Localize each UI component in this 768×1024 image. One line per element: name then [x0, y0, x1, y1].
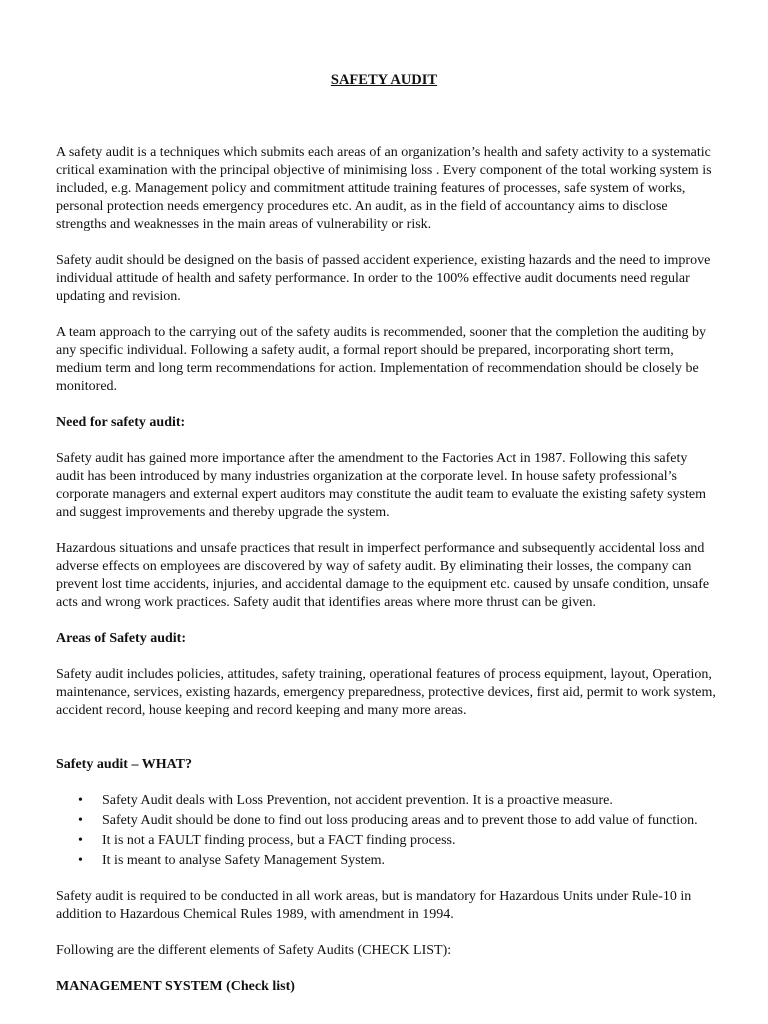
list-item [78, 792, 716, 810]
what-heading: Safety audit – WHAT? [56, 757, 192, 772]
list-item-text: It is not a FAULT finding process, but a FACT finding process. [102, 833, 456, 848]
areas-paragraph: Safety audit includes policies, attitudes, safety training, operational features of process equipment, layout, Operation, maintenance, services, existing hazards, emergency preparedness, protective devices, first aid, permit to work system, accident record, house keeping and record keeping and many more areas. [56, 667, 716, 718]
what-bullet-list [56, 792, 716, 870]
document-body [56, 144, 716, 1014]
intro-paragraph-1: A safety audit is a techniques which submits each areas of an organization’s health and safety activity to a systematic critical examination with the principal objective of minimising loss . Every component of the total working system is included, e.g. Management policy and commitment attitude training features of processes, safe system of works, personal protection needs emergency procedures etc. An audit, as in the field of accountancy aims to disclose strengths and weaknesses in the main areas of vulnerability or risk. [56, 145, 712, 232]
need-heading: Need for safety audit: [56, 415, 186, 430]
intro-paragraph-3: A team approach to the carrying out of the safety audits is recommended, sooner that the completion the auditing by any specific individual. Following a safety audit, a formal report should be prepared, incorporating short term, medium term and long term recommendations for action. Implementation of recommendation should be closely be monitored. [56, 325, 707, 394]
bullet-icon: • [78, 813, 83, 828]
need-paragraph-2: Hazardous situations and unsafe practices that result in imperfect performance and subsequently accidental loss and adverse effects on employees are discovered by way of safety audit. By eliminating their losses, the company can prevent lost time accidents, injuries, and accidental damage to the equipment etc. caused by unsafe condition, unsafe acts and wrong work practices. Safety audit that identifies areas where more thrust can be given. [56, 541, 710, 610]
list-item [78, 852, 716, 870]
list-item [78, 832, 716, 850]
management-heading: MANAGEMENT SYSTEM (Check list) [56, 979, 295, 994]
mandatory-paragraph: Safety audit is required to be conducted in all work areas, but is mandatory for Hazardous Units under Rule-10 in addition to Hazardous Chemical Rules 1989, with amendment in 1994. [56, 889, 692, 922]
intro-paragraph-2: Safety audit should be designed on the basis of passed accident experience, existing hazards and the need to improve individual attitude of health and safety performance. In order to the 100% effective audit documents need regular updating and revision. [56, 253, 711, 304]
bullet-icon: • [78, 833, 83, 848]
list-item-text: It is meant to analyse Safety Management System. [102, 853, 386, 868]
elements-paragraph: Following are the different elements of Safety Audits (CHECK LIST): [56, 943, 452, 958]
bullet-icon: • [78, 793, 83, 808]
bullet-icon: • [78, 853, 83, 868]
list-item-text: Safety Audit deals with Loss Prevention, not accident prevention. It is a proactive measure. [102, 793, 613, 808]
list-item-text: Safety Audit should be done to find out loss producing areas and to prevent those to add value of function. [102, 813, 698, 828]
document-title: SAFETY AUDIT [330, 72, 438, 88]
list-item [78, 812, 716, 830]
areas-heading: Areas of Safety audit: [56, 631, 187, 646]
need-paragraph-1: Safety audit has gained more importance after the amendment to the Factories Act in 1987. Following this safety audit has been introduced by many industries organization at the corporate level. In house safety professional’s corporate managers and external expert auditors may constitute the audit team to evaluate the existing safety system and suggest improvements and thereby upgrade the system. [56, 451, 706, 520]
